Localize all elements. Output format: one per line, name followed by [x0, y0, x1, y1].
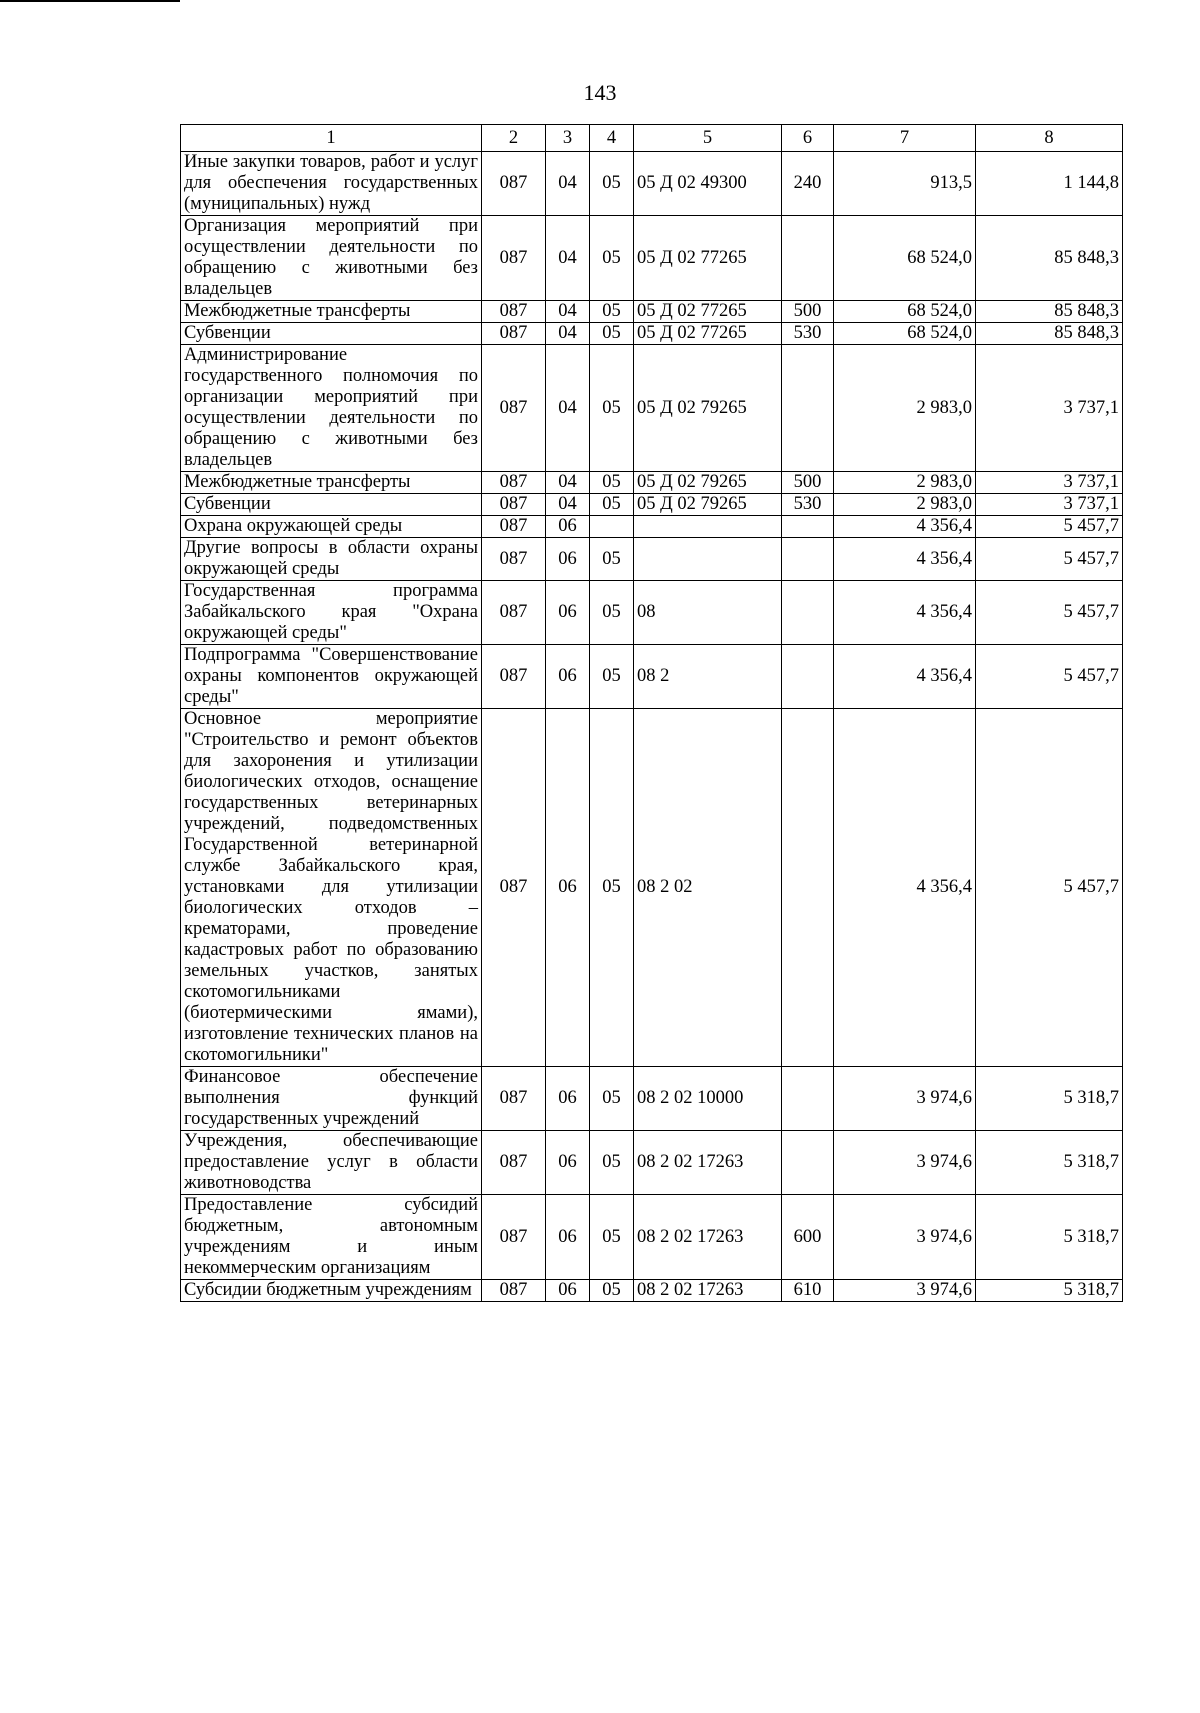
ministry-code-cell: 087 [482, 1131, 546, 1195]
page-number: 143 [583, 80, 617, 105]
header-cell: 2 [482, 125, 546, 152]
ministry-code-cell: 087 [482, 1280, 546, 1302]
table-row [181, 345, 1123, 472]
section-code-cell: 04 [546, 301, 590, 323]
table-row [181, 472, 1123, 494]
amount-col8-cell: 5 318,7 [976, 1131, 1123, 1195]
header-cell: 8 [976, 125, 1123, 152]
amount-col7-cell: 2 983,0 [834, 345, 976, 472]
row-name-cell: Субвенции [181, 494, 482, 516]
expense-type-cell: 600 [782, 1195, 834, 1280]
amount-col7-cell: 3 974,6 [834, 1067, 976, 1131]
target-article-cell: 05 Д 02 77265 [634, 301, 782, 323]
amount-col8-cell: 5 318,7 [976, 1280, 1123, 1302]
header-cell: 7 [834, 125, 976, 152]
amount-col8-cell: 1 144,8 [976, 152, 1123, 216]
table-row [181, 1280, 1123, 1302]
table-row [181, 216, 1123, 301]
target-article-cell [634, 538, 782, 581]
amount-col7-cell: 4 356,4 [834, 516, 976, 538]
subsection-code-cell: 05 [590, 152, 634, 216]
ministry-code-cell: 087 [482, 1067, 546, 1131]
expense-type-cell: 500 [782, 472, 834, 494]
table-row [181, 152, 1123, 216]
section-code-cell: 04 [546, 216, 590, 301]
row-name-cell: Финансовое обеспечение выполнения функций государственных учреждений [181, 1067, 482, 1131]
ministry-code-cell: 087 [482, 581, 546, 645]
ministry-code-cell: 087 [482, 494, 546, 516]
table-row [181, 494, 1123, 516]
target-article-cell: 08 2 02 17263 [634, 1280, 782, 1302]
section-code-cell: 04 [546, 494, 590, 516]
expense-type-cell [782, 538, 834, 581]
amount-col8-cell: 3 737,1 [976, 472, 1123, 494]
expense-type-cell [782, 645, 834, 709]
target-article-cell: 05 Д 02 49300 [634, 152, 782, 216]
header-cell: 3 [546, 125, 590, 152]
header-row [181, 125, 1123, 152]
ministry-code-cell: 087 [482, 472, 546, 494]
ministry-code-cell: 087 [482, 709, 546, 1067]
amount-col7-cell: 68 524,0 [834, 216, 976, 301]
amount-col8-cell: 85 848,3 [976, 323, 1123, 345]
row-name-cell: Другие вопросы в области охраны окружающей среды [181, 538, 482, 581]
ministry-code-cell: 087 [482, 538, 546, 581]
subsection-code-cell: 05 [590, 1195, 634, 1280]
section-code-cell: 06 [546, 538, 590, 581]
row-name-cell: Межбюджетные трансферты [181, 301, 482, 323]
subsection-code-cell: 05 [590, 494, 634, 516]
expense-type-cell [782, 516, 834, 538]
row-name-cell: Предоставление субсидий бюджетным, автономным учреждениям и иным некоммерческим организациям [181, 1195, 482, 1280]
table-row [181, 645, 1123, 709]
subsection-code-cell: 05 [590, 645, 634, 709]
amount-col7-cell: 68 524,0 [834, 323, 976, 345]
amount-col8-cell: 5 318,7 [976, 1195, 1123, 1280]
amount-col8-cell: 5 457,7 [976, 645, 1123, 709]
amount-col7-cell: 68 524,0 [834, 301, 976, 323]
table-row [181, 301, 1123, 323]
row-name-cell: Субвенции [181, 323, 482, 345]
section-code-cell: 04 [546, 152, 590, 216]
subsection-code-cell: 05 [590, 1280, 634, 1302]
amount-col7-cell: 4 356,4 [834, 581, 976, 645]
ministry-code-cell: 087 [482, 301, 546, 323]
header-cell: 5 [634, 125, 782, 152]
amount-col7-cell: 2 983,0 [834, 494, 976, 516]
header-cell: 4 [590, 125, 634, 152]
section-code-cell: 06 [546, 709, 590, 1067]
row-name-cell: Субсидии бюджетным учреждениям [181, 1280, 482, 1302]
target-article-cell: 05 Д 02 79265 [634, 494, 782, 516]
subsection-code-cell: 05 [590, 472, 634, 494]
section-code-cell: 06 [546, 1067, 590, 1131]
target-article-cell: 05 Д 02 79265 [634, 345, 782, 472]
expense-type-cell: 500 [782, 301, 834, 323]
table-row [181, 516, 1123, 538]
row-name-cell: Администрирование государственного полномочия по организации мероприятий при осуществлении деятельности по обращению с животными без владельцев [181, 345, 482, 472]
target-article-cell: 05 Д 02 77265 [634, 323, 782, 345]
amount-col8-cell: 3 737,1 [976, 345, 1123, 472]
row-name-cell: Подпрограмма "Совершенствование охраны компонентов окружающей среды" [181, 645, 482, 709]
target-article-cell: 05 Д 02 79265 [634, 472, 782, 494]
header-cell: 1 [181, 125, 482, 152]
amount-col8-cell: 5 457,7 [976, 538, 1123, 581]
section-code-cell: 04 [546, 323, 590, 345]
ministry-code-cell: 087 [482, 323, 546, 345]
table-row [181, 538, 1123, 581]
table-row [181, 581, 1123, 645]
expense-type-cell [782, 345, 834, 472]
target-article-cell: 08 2 02 10000 [634, 1067, 782, 1131]
amount-col7-cell: 3 974,6 [834, 1131, 976, 1195]
section-code-cell: 06 [546, 581, 590, 645]
expense-type-cell: 530 [782, 323, 834, 345]
table-row [181, 1195, 1123, 1280]
ministry-code-cell: 087 [482, 152, 546, 216]
target-article-cell: 05 Д 02 77265 [634, 216, 782, 301]
budget-table [180, 124, 1123, 1302]
ministry-code-cell: 087 [482, 345, 546, 472]
row-name-cell: Охрана окружающей среды [181, 516, 482, 538]
target-article-cell [634, 516, 782, 538]
amount-col7-cell: 3 974,6 [834, 1280, 976, 1302]
amount-col8-cell: 3 737,1 [976, 494, 1123, 516]
table-body [181, 152, 1123, 1302]
ministry-code-cell: 087 [482, 216, 546, 301]
section-code-cell: 06 [546, 1131, 590, 1195]
subsection-code-cell [590, 516, 634, 538]
amount-col7-cell: 4 356,4 [834, 645, 976, 709]
ministry-code-cell: 087 [482, 1195, 546, 1280]
subsection-code-cell: 05 [590, 709, 634, 1067]
section-code-cell: 04 [546, 345, 590, 472]
amount-col8-cell: 85 848,3 [976, 301, 1123, 323]
target-article-cell: 08 2 02 17263 [634, 1195, 782, 1280]
subsection-code-cell: 05 [590, 1067, 634, 1131]
section-code-cell: 06 [546, 516, 590, 538]
ministry-code-cell: 087 [482, 516, 546, 538]
subsection-code-cell: 05 [590, 538, 634, 581]
subsection-code-cell: 05 [590, 345, 634, 472]
expense-type-cell [782, 1131, 834, 1195]
subsection-code-cell: 05 [590, 1131, 634, 1195]
amount-col7-cell: 4 356,4 [834, 538, 976, 581]
table-row [181, 1131, 1123, 1195]
subsection-code-cell: 05 [590, 323, 634, 345]
table-row [181, 1067, 1123, 1131]
amount-col8-cell: 85 848,3 [976, 216, 1123, 301]
scan-edge-mark [0, 0, 180, 2]
target-article-cell: 08 2 02 [634, 709, 782, 1067]
subsection-code-cell: 05 [590, 581, 634, 645]
expense-type-cell: 530 [782, 494, 834, 516]
amount-col7-cell: 4 356,4 [834, 709, 976, 1067]
table-row [181, 709, 1123, 1067]
target-article-cell: 08 2 [634, 645, 782, 709]
amount-col8-cell: 5 457,7 [976, 516, 1123, 538]
target-article-cell: 08 [634, 581, 782, 645]
expense-type-cell [782, 581, 834, 645]
amount-col7-cell: 913,5 [834, 152, 976, 216]
row-name-cell: Учреждения, обеспечивающие предоставление услуг в области животноводства [181, 1131, 482, 1195]
row-name-cell: Иные закупки товаров, работ и услуг для обеспечения государственных (муниципальных) нужд [181, 152, 482, 216]
row-name-cell: Межбюджетные трансферты [181, 472, 482, 494]
expense-type-cell [782, 709, 834, 1067]
section-code-cell: 06 [546, 1195, 590, 1280]
row-name-cell: Государственная программа Забайкальского края "Охрана окружающей среды" [181, 581, 482, 645]
expense-type-cell: 240 [782, 152, 834, 216]
target-article-cell: 08 2 02 17263 [634, 1131, 782, 1195]
expense-type-cell: 610 [782, 1280, 834, 1302]
ministry-code-cell: 087 [482, 645, 546, 709]
subsection-code-cell: 05 [590, 301, 634, 323]
table-row [181, 323, 1123, 345]
header-cell: 6 [782, 125, 834, 152]
amount-col7-cell: 3 974,6 [834, 1195, 976, 1280]
amount-col8-cell: 5 318,7 [976, 1067, 1123, 1131]
section-code-cell: 04 [546, 472, 590, 494]
subsection-code-cell: 05 [590, 216, 634, 301]
row-name-cell: Организация мероприятий при осуществлении деятельности по обращению с животными без владельцев [181, 216, 482, 301]
section-code-cell: 06 [546, 1280, 590, 1302]
amount-col8-cell: 5 457,7 [976, 581, 1123, 645]
row-name-cell: Основное мероприятие "Строительство и ремонт объектов для захоронения и утилизации биологических отходов, оснащение государственных ветеринарных учреждений, подведомственных Государственной ветеринарной службе Забайкальского края, установками для утилизации биологических отходов – крематорами, проведение кадастровых работ по образованию земельных участков, занятых скотомогильниками (биотермическими ямами), изготовление технических планов на скотомогильники" [181, 709, 482, 1067]
amount-col7-cell: 2 983,0 [834, 472, 976, 494]
expense-type-cell [782, 1067, 834, 1131]
amount-col8-cell: 5 457,7 [976, 709, 1123, 1067]
expense-type-cell [782, 216, 834, 301]
section-code-cell: 06 [546, 645, 590, 709]
